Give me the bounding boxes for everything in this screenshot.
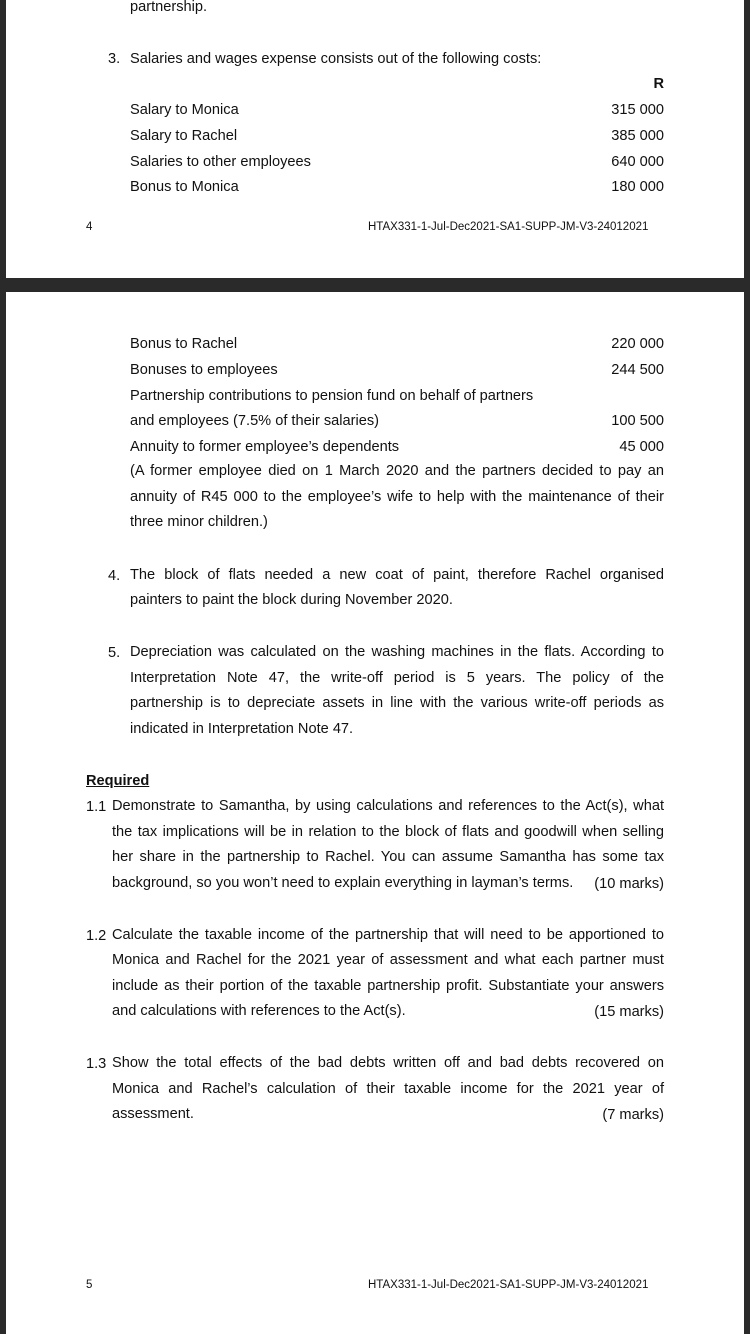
document-page-5 <box>6 292 744 1334</box>
annuity-note-line: (A former employee died on 1 March 2020 and the partners decided to pay an <box>130 463 664 479</box>
expense-row-label: Partnership contributions to pension fund on behalf of partners <box>130 388 534 404</box>
question-1-1-line: her share in the partnership to Rachel. You can assume Samantha has some tax <box>112 849 664 865</box>
question-1-3-number: 1.3 <box>86 1056 107 1072</box>
salary-row-label: Salaries to other employees <box>130 154 311 170</box>
salary-row-amount: 640 000 <box>611 154 664 170</box>
question-1-2-line: include as their portion of the taxable partnership profit. Substantiate your answers <box>112 978 664 994</box>
expense-row-label: Bonus to Rachel <box>130 336 238 352</box>
expense-row-label: and employees (7.5% of their salaries) <box>130 413 380 429</box>
salary-row-label: Bonus to Monica <box>130 179 239 195</box>
question-1-3-line: Monica and Rachel’s calculation of their taxable income for the 2021 year of <box>112 1081 664 1097</box>
expense-row-label: Annuity to former employee’s dependents <box>130 439 400 455</box>
item-5-number: 5. <box>108 645 121 661</box>
salary-row-amount: 180 000 <box>611 179 664 195</box>
footer-page-number: 4 <box>86 221 93 233</box>
item-4-line: painters to paint the block during November 2020. <box>130 592 453 608</box>
required-heading: Required <box>86 773 150 789</box>
question-1-1-line: Demonstrate to Samantha, by using calculations and references to the Act(s), what <box>112 798 664 814</box>
expense-row-label: Bonuses to employees <box>130 362 278 378</box>
salary-row-amount: 385 000 <box>611 128 664 144</box>
footer-page-number: 5 <box>86 1279 93 1291</box>
item-4-line: The block of flats needed a new coat of paint, therefore Rachel organised <box>130 567 664 583</box>
salary-row-amount: 315 000 <box>611 102 664 118</box>
question-1-2-line: Monica and Rachel for the 2021 year of assessment and what each partner must <box>112 952 664 968</box>
salary-row-label: Salary to Monica <box>130 102 239 118</box>
question-1-1-line: background, so you won’t need to explain everything in layman’s terms. <box>112 875 574 891</box>
item-3-number: 3. <box>108 51 121 67</box>
question-1-3-line: assessment. <box>112 1106 194 1122</box>
annuity-note-line: three minor children.) <box>130 514 268 530</box>
question-1-1-marks: (10 marks) <box>594 876 664 892</box>
question-1-3-marks: (7 marks) <box>602 1107 664 1123</box>
item-4-number: 4. <box>108 568 121 584</box>
item-5-line: Depreciation was calculated on the washing machines in the flats. According to <box>130 644 664 660</box>
currency-header: R <box>653 76 664 92</box>
partnership-fragment: partnership. <box>130 0 208 15</box>
item-5-line: partnership is to depreciate assets in line with the various write-off periods as <box>130 695 664 711</box>
question-1-2-line: Calculate the taxable income of the partnership that will need to be apportioned to <box>112 927 664 943</box>
annuity-note-line: annuity of R45 000 to the employee’s wife to help with the maintenance of their <box>130 489 664 505</box>
expense-row-amount: 100 500 <box>611 413 664 429</box>
salary-row-label: Salary to Rachel <box>130 128 238 144</box>
document-page-4 <box>6 0 744 278</box>
question-1-2-marks: (15 marks) <box>594 1004 664 1020</box>
question-1-1-line: the tax implications will be in relation to the block of flats and goodwill when selling <box>112 824 664 840</box>
question-1-1-number: 1.1 <box>86 799 107 815</box>
footer-document-code: HTAX331-1-Jul-Dec2021-SA1-SUPP-JM-V3-24012021 <box>368 221 649 233</box>
expense-row-amount: 244 500 <box>611 362 664 378</box>
question-1-2-line: and calculations with references to the Act(s). <box>112 1003 406 1019</box>
expense-row-amount: 220 000 <box>611 336 664 352</box>
question-1-3-line: Show the total effects of the bad debts written off and bad debts recovered on <box>112 1055 664 1071</box>
item-3-heading: Salaries and wages expense consists out of the following costs: <box>130 51 542 67</box>
item-5-line: Interpretation Note 47, the write-off period is 5 years. The policy of the <box>130 670 664 686</box>
expense-row-amount: 45 000 <box>619 439 664 455</box>
question-1-2-number: 1.2 <box>86 928 107 944</box>
footer-document-code: HTAX331-1-Jul-Dec2021-SA1-SUPP-JM-V3-24012021 <box>368 1279 649 1291</box>
item-5-line: indicated in Interpretation Note 47. <box>130 721 354 737</box>
